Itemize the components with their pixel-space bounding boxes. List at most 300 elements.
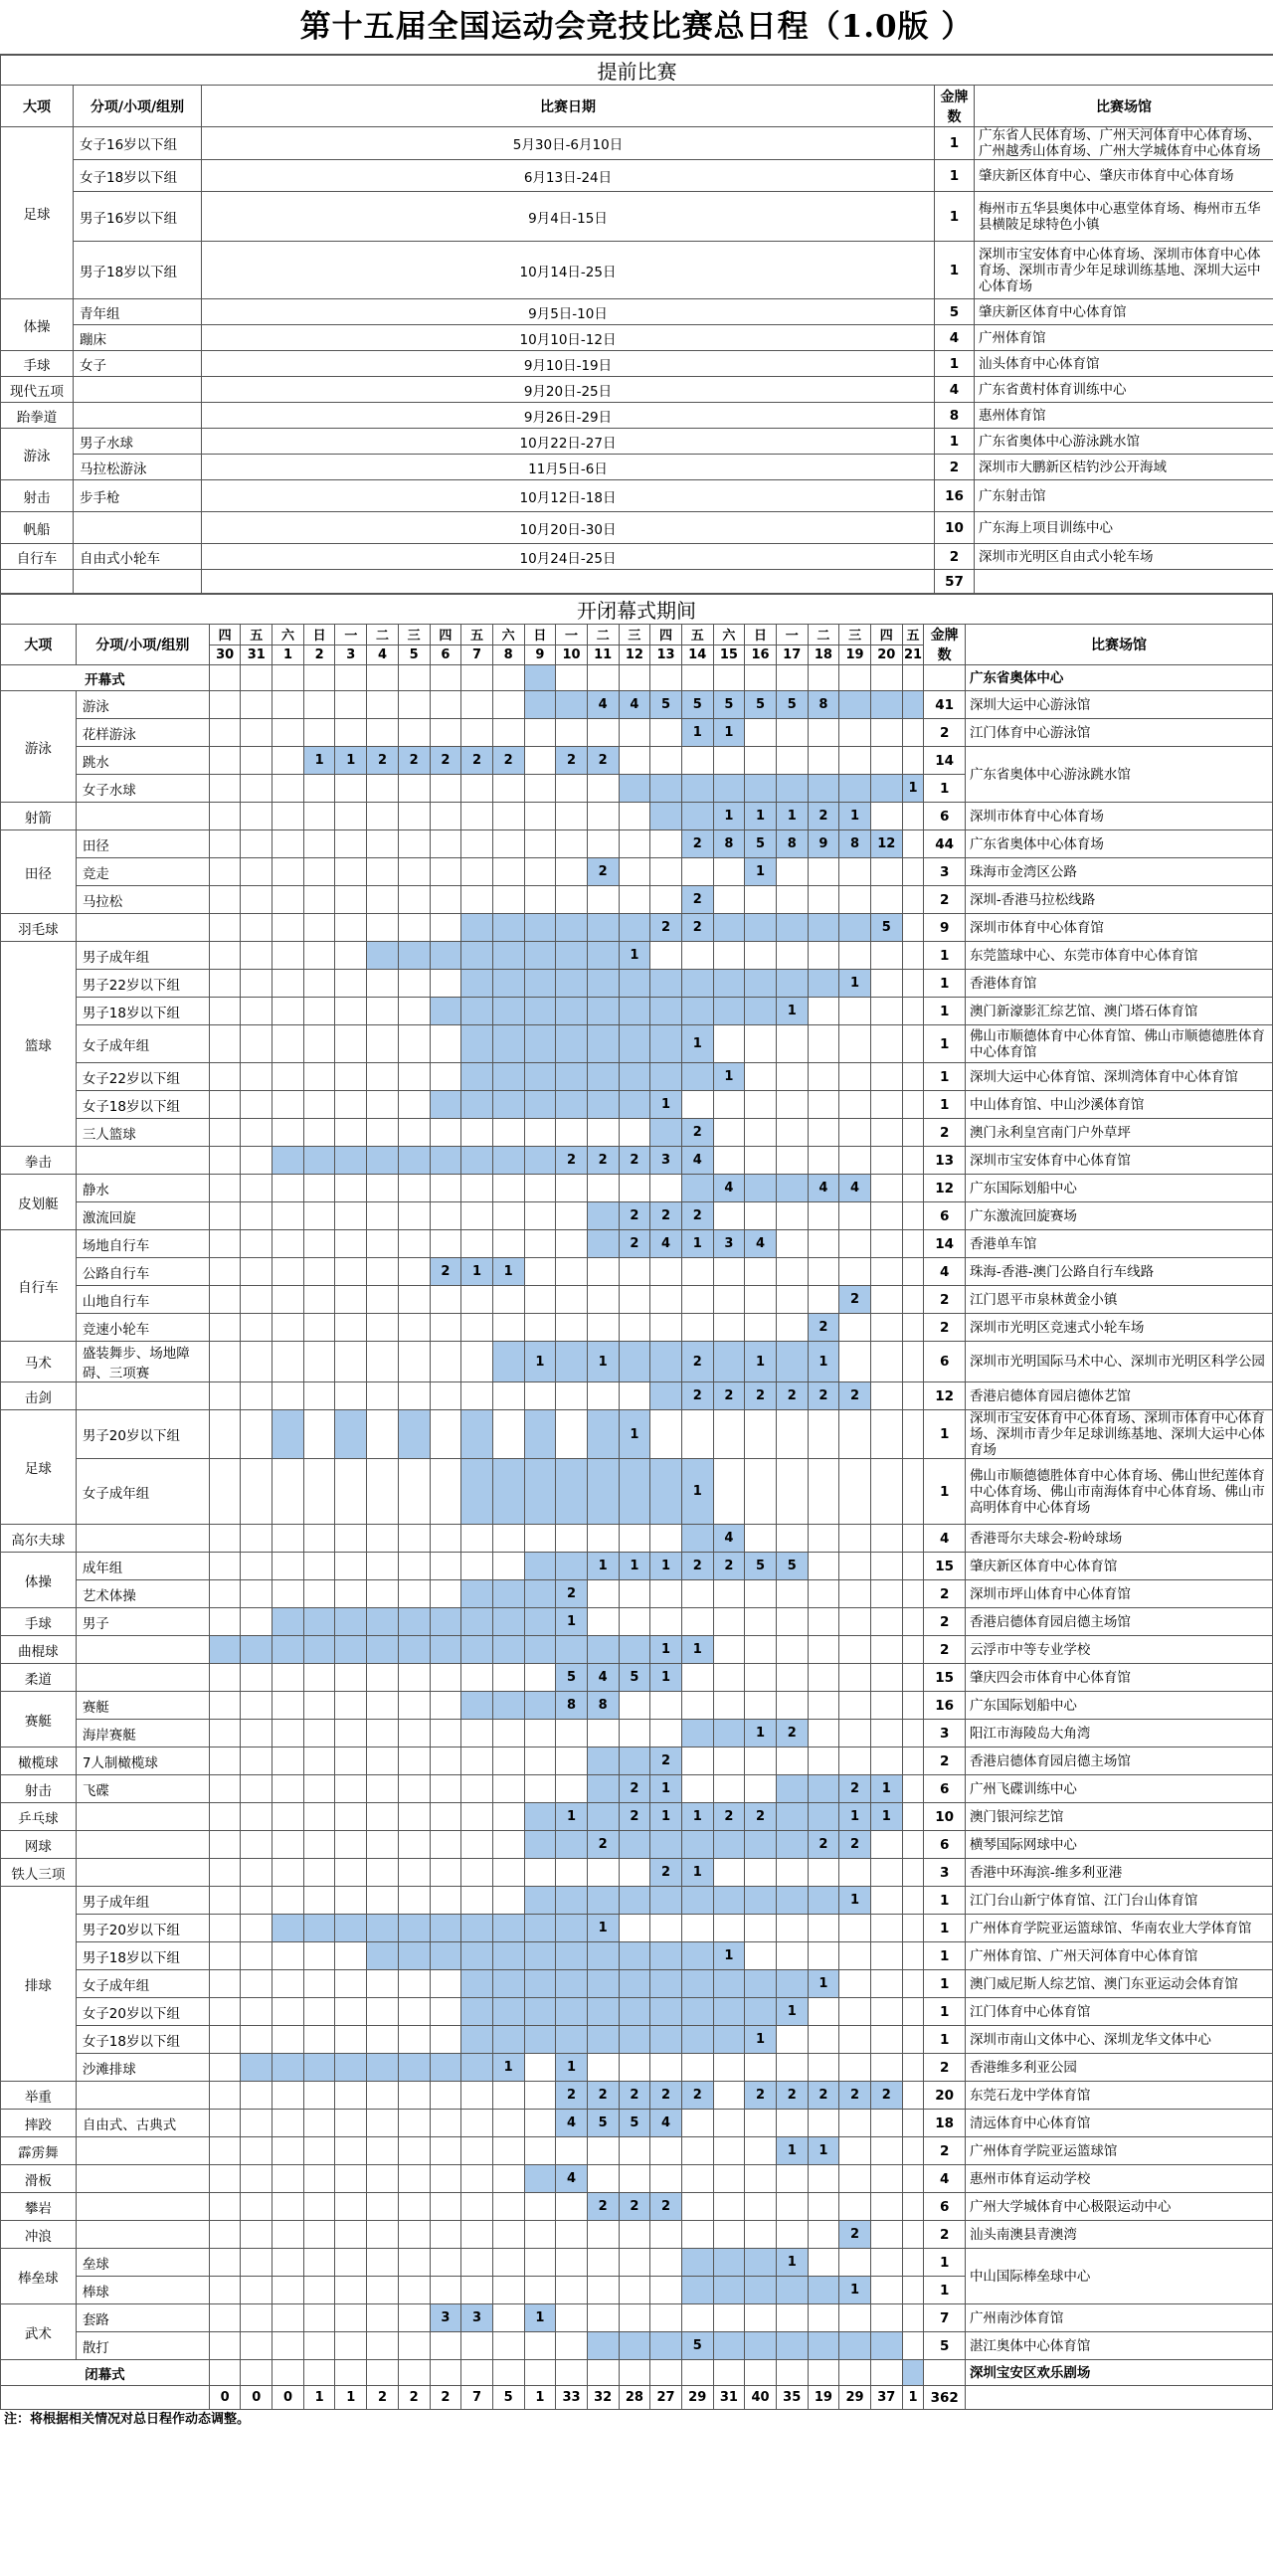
day-cell [273,1887,304,1915]
day-cell [209,1636,241,1664]
day-cell: 2 [430,747,461,775]
day-cell [776,1748,808,1775]
early-date-cell: 9月26日-29日 [202,403,935,429]
day-cell [303,1314,335,1342]
day-cell [902,1887,924,1915]
day-cell [776,1063,808,1091]
day-cell [335,1664,367,1692]
day-cell [556,1915,588,1942]
day-cell [367,1119,399,1147]
day-cell [209,858,241,886]
day-cell [209,1025,241,1063]
day-cell [587,803,619,830]
day-cell [556,1025,588,1063]
main-sub-cell: 女子18岁以下组 [76,2026,209,2054]
day-cell [303,1580,335,1608]
day-cell [650,1342,682,1382]
day-cell: 2 [839,1775,871,1803]
day-cell [839,1119,871,1147]
day-cell [492,2193,524,2221]
main-gold-cell: 1 [924,1091,966,1119]
day-cell [209,970,241,998]
schedule-row [1,1775,1273,1803]
day-cell: 1 [524,1342,556,1382]
main-venue-cell: 广东国际划船中心 [965,1175,1272,1202]
early-date-cell: 6月13日-24日 [202,160,935,192]
day-cell [713,1692,745,1720]
day-cell [745,1580,777,1608]
day-cell [681,2137,713,2165]
weekday-cell: 日 [745,625,777,645]
day-cell [650,1175,682,1202]
day-cell [398,1553,430,1580]
closing-row [1,2360,1273,2386]
day-cell [273,942,304,970]
day-cell [461,1230,493,1258]
day-cell: 1 [650,1553,682,1580]
day-cell [619,2137,650,2165]
main-sub-cell [76,1859,209,1887]
day-cell: 1 [619,1410,650,1459]
main-sport-cell: 乒乓球 [1,1803,77,1831]
day-cell [587,665,619,691]
day-cell: 4 [587,691,619,719]
day-cell [556,942,588,970]
main-sub-cell: 马拉松 [76,886,209,914]
day-cell [902,1258,924,1286]
day-cell [650,1459,682,1525]
day-cell [870,2110,902,2137]
day-cell [681,2054,713,2082]
day-cell [273,1608,304,1636]
day-cell [650,1720,682,1748]
day-cell [241,2054,273,2082]
day-cell [209,691,241,719]
day-cell [556,2221,588,2249]
day-cell [430,886,461,914]
day-cell [713,2277,745,2304]
day-cell [273,1382,304,1410]
day-cell [902,1147,924,1175]
early-venue-cell: 广东射击馆 [975,480,1273,512]
day-cell [367,1998,399,2026]
main-sub-cell [76,1636,209,1664]
day-cell [367,1459,399,1525]
main-sub-cell: 女子18岁以下组 [76,1091,209,1119]
main-venue-cell: 香港维多利亚公园 [965,2054,1272,2082]
day-cell [241,2137,273,2165]
day-cell: 1 [839,2277,871,2304]
day-cell [461,998,493,1025]
day-cell [619,1692,650,1720]
day-cell [430,1887,461,1915]
day-cell [619,1459,650,1525]
day-cell [681,1664,713,1692]
day-cell: 2 [808,1382,839,1410]
day-cell [808,2332,839,2360]
day-cell [839,1720,871,1748]
day-cell [398,1342,430,1382]
day-cell [430,1748,461,1775]
day-cell [492,1859,524,1887]
main-venue-cell: 广州大学城体育中心极限运动中心 [965,2193,1272,2221]
day-cell [209,775,241,803]
day-cell [335,1202,367,1230]
day-cell [776,1942,808,1970]
day-cell [870,1147,902,1175]
day-cell: 4 [808,1175,839,1202]
day-cell [524,1720,556,1748]
day-cell [870,1525,902,1553]
day-cell [902,1915,924,1942]
day-cell [808,1459,839,1525]
day-cell [241,1091,273,1119]
day-cell [681,1314,713,1342]
day-cell [745,1748,777,1775]
day-cell [839,1915,871,1942]
day-cell [335,1382,367,1410]
day-cell [681,1998,713,2026]
main-gold-cell: 13 [924,1147,966,1175]
day-cell [808,2249,839,2277]
main-header-gold: 金牌数 [924,625,966,665]
day-cell [273,914,304,942]
day-cell: 2 [650,2082,682,2110]
day-cell: 2 [839,2221,871,2249]
day-cell [556,1525,588,1553]
main-sub-cell: 海岸赛艇 [76,1720,209,1748]
early-date-cell: 10月24日-25日 [202,544,935,570]
main-venue-cell: 阳江市海陵岛大角湾 [965,1720,1272,1748]
main-venue-cell: 广东激流回旋赛场 [965,1202,1272,1230]
daily-total-cell: 29 [839,2386,871,2410]
day-cell [430,1859,461,1887]
day-cell [241,970,273,998]
day-cell [713,886,745,914]
day-cell [650,1258,682,1286]
day-cell [745,2277,777,2304]
early-sub-cell: 步手枪 [74,480,202,512]
day-cell [398,775,430,803]
main-venue-cell: 江门体育中心体育馆 [965,1998,1272,2026]
day-cell [839,775,871,803]
day-cell [461,1803,493,1831]
main-sub-cell: 女子成年组 [76,1970,209,1998]
day-cell [303,2054,335,2082]
main-sub-cell: 女子成年组 [76,1025,209,1063]
day-cell [209,2026,241,2054]
day-cell [492,1525,524,1553]
day-cell: 2 [367,747,399,775]
day-cell [398,2193,430,2221]
day-cell [273,1202,304,1230]
day-cell [619,2054,650,2082]
main-sport-cell: 羽毛球 [1,914,77,942]
day-cell [273,2165,304,2193]
day-cell [776,747,808,775]
day-cell [209,1147,241,1175]
day-cell [776,1230,808,1258]
day-cell [273,1831,304,1859]
early-gold-cell: 5 [935,299,975,325]
day-cell [492,803,524,830]
day-cell [430,2193,461,2221]
weekday-cell: 三 [839,625,871,645]
day-cell [587,998,619,1025]
day-cell [713,1314,745,1342]
day-cell [902,1025,924,1063]
early-gold-cell: 10 [935,512,975,544]
day-cell: 4 [839,1175,871,1202]
early-header-gold: 金牌数 [935,86,975,127]
day-cell [524,2249,556,2277]
day-cell [524,858,556,886]
schedule-row [1,1859,1273,1887]
early-date-cell: 9月5日-10日 [202,299,935,325]
main-venue-cell: 广州南沙体育馆 [965,2304,1272,2332]
day-cell [587,1258,619,1286]
daily-total-cell: 1 [524,2386,556,2410]
day-cell [430,2110,461,2137]
main-venue-cell: 香港启德体育园启德体艺馆 [965,1382,1272,1410]
day-cell [303,1831,335,1859]
day-cell [556,803,588,830]
day-cell [209,830,241,858]
main-sport-cell: 皮划艇 [1,1175,77,1230]
day-cell [461,1692,493,1720]
day-cell [273,1091,304,1119]
day-cell [241,1970,273,1998]
day-cell [681,2193,713,2221]
day-cell: 2 [839,1286,871,1314]
main-sub-cell [76,1831,209,1859]
day-cell [556,970,588,998]
day-cell: 2 [650,1859,682,1887]
main-sport-cell: 足球 [1,1410,77,1525]
schedule-row [1,830,1273,858]
day-cell: 1 [650,1636,682,1664]
day-cell: 2 [650,1202,682,1230]
main-venue-cell: 清远体育中心体育馆 [965,2110,1272,2137]
early-row [1,325,1273,351]
day-cell [241,1692,273,1720]
day-cell [587,1970,619,1998]
day-cell [681,1580,713,1608]
day-cell [492,2110,524,2137]
early-row [1,160,1273,192]
day-cell [241,1258,273,1286]
day-cell [524,2193,556,2221]
day-cell [492,1970,524,1998]
main-venue-cell: 肇庆四会市体育中心体育馆 [965,1664,1272,1692]
schedule-row [1,1119,1273,1147]
day-cell [492,1147,524,1175]
day-cell [713,2137,745,2165]
early-gold-cell: 4 [935,377,975,403]
day-cell [335,2054,367,2082]
day-cell [398,665,430,691]
main-sport-cell: 马术 [1,1342,77,1382]
day-cell [430,2360,461,2386]
day-cell [902,970,924,998]
main-sub-cell: 赛艇 [76,1692,209,1720]
day-cell [367,1915,399,1942]
day-cell [524,2026,556,2054]
day-cell [303,665,335,691]
main-sub-cell [76,2193,209,2221]
day-cell [492,1942,524,1970]
day-cell: 1 [745,2026,777,2054]
day-cell [839,1202,871,1230]
day-cell [556,914,588,942]
day-cell [461,1025,493,1063]
day-cell [461,1942,493,1970]
day-cell [492,2082,524,2110]
day-cell [619,1382,650,1410]
day-cell [209,803,241,830]
day-cell [839,2110,871,2137]
day-cell [273,2054,304,2082]
daily-total-cell: 40 [745,2386,777,2410]
main-gold-cell: 1 [924,1942,966,1970]
schedule-row [1,2110,1273,2137]
day-cell [303,1410,335,1459]
early-sub-cell: 青年组 [74,299,202,325]
day-cell: 8 [776,830,808,858]
early-gold-cell: 2 [935,544,975,570]
main-sub-cell: 盛装舞步、场地障碍、三项赛 [76,1342,209,1382]
day-cell [209,1525,241,1553]
day-cell: 2 [681,1119,713,1147]
day-cell [524,1998,556,2026]
day-cell [241,1175,273,1202]
early-row [1,377,1273,403]
daily-total-cell: 33 [556,2386,588,2410]
day-cell [430,1147,461,1175]
schedule-row [1,942,1273,970]
day-cell: 5 [650,691,682,719]
day-cell: 4 [619,691,650,719]
day-cell [398,1998,430,2026]
day-cell [556,1748,588,1775]
daily-total-cell: 2 [367,2386,399,2410]
day-cell [335,858,367,886]
main-gold-cell: 10 [924,1803,966,1831]
day-cell [241,1202,273,1230]
day-cell [335,1831,367,1859]
day-cell [808,1553,839,1580]
closing-venue: 深圳宝安区欢乐剧场 [965,2360,1272,2386]
main-sport-cell: 摔跤 [1,2110,77,2137]
main-sub-cell: 跳水 [76,747,209,775]
day-cell [587,1410,619,1459]
day-cell [587,1314,619,1342]
day-cell [745,886,777,914]
main-sport-cell: 网球 [1,1831,77,1859]
day-cell [713,2165,745,2193]
main-sub-cell: 女子22岁以下组 [76,1063,209,1091]
day-cell [870,1342,902,1382]
day-cell [461,775,493,803]
main-sub-cell: 女子成年组 [76,1459,209,1525]
day-cell [335,1025,367,1063]
day-cell [902,1636,924,1664]
day-cell: 2 [587,1831,619,1859]
day-cell [430,998,461,1025]
day-cell [241,691,273,719]
main-gold-cell: 44 [924,830,966,858]
main-sub-cell: 棒球 [76,2277,209,2304]
day-cell [461,1063,493,1091]
date-cell: 5 [398,644,430,665]
day-cell [335,1580,367,1608]
day-cell: 2 [587,858,619,886]
day-cell: 2 [681,1342,713,1382]
day-cell [619,1748,650,1775]
day-cell [461,2054,493,2082]
day-cell [303,1175,335,1202]
day-cell [587,1091,619,1119]
day-cell [398,1258,430,1286]
day-cell [745,1942,777,1970]
weekday-cell: 四 [209,625,241,645]
weekday-cell: 四 [430,625,461,645]
day-cell [461,858,493,886]
day-cell: 2 [776,1720,808,1748]
day-cell: 5 [776,691,808,719]
early-date-cell: 10月12日-18日 [202,480,935,512]
day-cell: 1 [650,1664,682,1692]
day-cell: 1 [650,1803,682,1831]
day-cell [776,2332,808,2360]
day-cell [367,1664,399,1692]
day-cell [461,665,493,691]
day-cell [776,1859,808,1887]
main-venue-cell: 广州飞碟训练中心 [965,1775,1272,1803]
day-cell [713,2026,745,2054]
day-cell: 2 [619,1803,650,1831]
day-cell [808,719,839,747]
day-cell [273,1998,304,2026]
day-cell [650,2360,682,2386]
day-cell [902,1748,924,1775]
day-cell [241,830,273,858]
day-cell [745,1692,777,1720]
day-cell [587,914,619,942]
day-cell [241,1748,273,1775]
main-venue-cell: 佛山市顺德德胜体育中心体育场、佛山世纪莲体育中心体育场、佛山市南海体育中心体育场、佛山市高明体育中心体育场 [965,1459,1272,1525]
main-venue-cell: 肇庆新区体育中心体育馆 [965,1553,1272,1580]
main-gold-cell: 6 [924,1202,966,1230]
date-cell: 17 [776,644,808,665]
day-cell [587,942,619,970]
day-cell [524,1230,556,1258]
day-cell: 2 [619,1147,650,1175]
weekday-cell: 二 [367,625,399,645]
main-gold-cell: 2 [924,1636,966,1664]
daily-total-cell: 7 [461,2386,493,2410]
day-cell [398,1664,430,1692]
day-cell [398,1803,430,1831]
day-cell [492,1382,524,1410]
day-cell [367,1091,399,1119]
day-cell [335,1410,367,1459]
day-cell [273,1720,304,1748]
day-cell [870,1748,902,1775]
main-gold-cell: 1 [924,1970,966,1998]
main-venue-cell: 香港中环海滨-维多利亚港 [965,1859,1272,1887]
main-sub-cell: 套路 [76,2304,209,2332]
